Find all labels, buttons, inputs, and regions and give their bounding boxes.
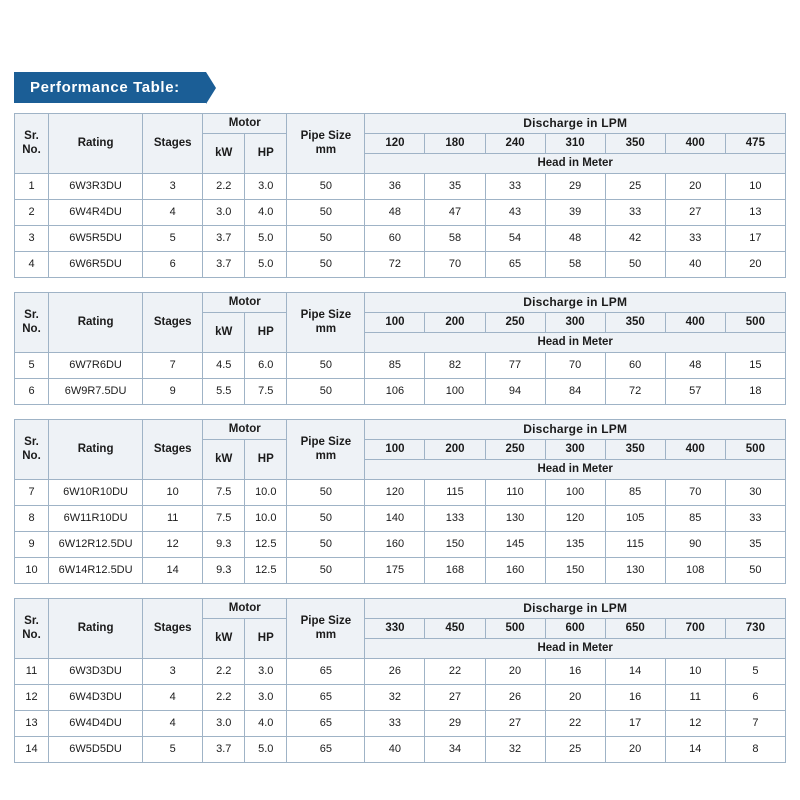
cell-head-value: 150 [545, 558, 605, 584]
cell-head-value: 47 [425, 200, 485, 226]
cell-head-value: 25 [545, 737, 605, 763]
header-sr-no: Sr. No. [15, 420, 49, 480]
cell-rating: 6W4D3DU [49, 685, 143, 711]
cell-head-value: 6 [725, 685, 785, 711]
cell-head-value: 27 [425, 685, 485, 711]
cell-sr-no: 2 [15, 200, 49, 226]
header-pipe-size: Pipe Size mm [287, 114, 365, 174]
cell-sr-no: 7 [15, 480, 49, 506]
cell-pipe-size: 50 [287, 174, 365, 200]
cell-sr-no: 8 [15, 506, 49, 532]
header-discharge-value: 500 [725, 440, 785, 460]
table-row [15, 226, 786, 252]
cell-head-value: 160 [485, 558, 545, 584]
cell-head-value: 26 [365, 659, 425, 685]
cell-head-value: 40 [665, 252, 725, 278]
header-rating: Rating [49, 114, 143, 174]
cell-hp: 5.0 [245, 226, 287, 252]
header-pipe-size: Pipe Size mm [287, 599, 365, 659]
table-row [15, 685, 786, 711]
cell-head-value: 48 [545, 226, 605, 252]
cell-head-value: 50 [725, 558, 785, 584]
header-discharge-value: 250 [485, 440, 545, 460]
header-discharge: Discharge in LPM [365, 114, 786, 134]
header-discharge-value: 330 [365, 619, 425, 639]
header-stages: Stages [143, 599, 203, 659]
table-row [15, 737, 786, 763]
cell-sr-no: 11 [15, 659, 49, 685]
cell-head-value: 36 [365, 174, 425, 200]
cell-head-value: 85 [605, 480, 665, 506]
cell-head-value: 130 [605, 558, 665, 584]
cell-head-value: 133 [425, 506, 485, 532]
cell-pipe-size: 50 [287, 200, 365, 226]
cell-pipe-size: 50 [287, 252, 365, 278]
header-head-in-meter: Head in Meter [365, 460, 786, 480]
cell-rating: 6W11R10DU [49, 506, 143, 532]
cell-head-value: 22 [425, 659, 485, 685]
cell-hp: 6.0 [245, 353, 287, 379]
header-discharge: Discharge in LPM [365, 420, 786, 440]
cell-head-value: 140 [365, 506, 425, 532]
cell-sr-no: 3 [15, 226, 49, 252]
cell-rating: 6W4D4DU [49, 711, 143, 737]
header-discharge-value: 475 [725, 134, 785, 154]
cell-stages: 5 [143, 737, 203, 763]
header-sr-no: Sr. No. [15, 114, 49, 174]
header-hp: HP [245, 619, 287, 659]
cell-stages: 4 [143, 685, 203, 711]
cell-stages: 7 [143, 353, 203, 379]
cell-head-value: 27 [665, 200, 725, 226]
cell-stages: 14 [143, 558, 203, 584]
cell-head-value: 70 [425, 252, 485, 278]
table-row [15, 711, 786, 737]
cell-head-value: 40 [365, 737, 425, 763]
cell-head-value: 20 [605, 737, 665, 763]
cell-pipe-size: 50 [287, 480, 365, 506]
header-discharge: Discharge in LPM [365, 293, 786, 313]
cell-head-value: 115 [605, 532, 665, 558]
header-hp: HP [245, 313, 287, 353]
cell-head-value: 135 [545, 532, 605, 558]
cell-head-value: 33 [665, 226, 725, 252]
cell-head-value: 60 [605, 353, 665, 379]
header-kw: kW [203, 134, 245, 174]
header-motor: Motor [203, 293, 287, 313]
banner-container [14, 0, 786, 113]
cell-stages: 12 [143, 532, 203, 558]
cell-head-value: 58 [425, 226, 485, 252]
cell-kw: 3.7 [203, 252, 245, 278]
cell-head-value: 16 [605, 685, 665, 711]
header-sr-no: Sr. No. [15, 599, 49, 659]
cell-sr-no: 4 [15, 252, 49, 278]
header-stages: Stages [143, 293, 203, 353]
cell-head-value: 20 [545, 685, 605, 711]
table-row [15, 532, 786, 558]
cell-sr-no: 10 [15, 558, 49, 584]
cell-kw: 9.3 [203, 558, 245, 584]
cell-head-value: 32 [365, 685, 425, 711]
cell-head-value: 70 [545, 353, 605, 379]
header-discharge-value: 100 [365, 440, 425, 460]
header-stages: Stages [143, 420, 203, 480]
cell-pipe-size: 50 [287, 379, 365, 405]
table-header-row [15, 420, 786, 440]
cell-pipe-size: 65 [287, 737, 365, 763]
cell-head-value: 65 [485, 252, 545, 278]
header-discharge-value: 400 [665, 134, 725, 154]
cell-sr-no: 1 [15, 174, 49, 200]
cell-head-value: 17 [605, 711, 665, 737]
header-discharge-value: 500 [485, 619, 545, 639]
cell-sr-no: 13 [15, 711, 49, 737]
cell-head-value: 33 [605, 200, 665, 226]
cell-head-value: 10 [725, 174, 785, 200]
cell-sr-no: 9 [15, 532, 49, 558]
header-discharge-value: 200 [425, 313, 485, 333]
header-motor: Motor [203, 114, 287, 134]
cell-stages: 4 [143, 711, 203, 737]
cell-head-value: 8 [725, 737, 785, 763]
cell-head-value: 34 [425, 737, 485, 763]
cell-head-value: 13 [725, 200, 785, 226]
header-stages: Stages [143, 114, 203, 174]
cell-kw: 3.0 [203, 711, 245, 737]
cell-sr-no: 6 [15, 379, 49, 405]
cell-hp: 4.0 [245, 711, 287, 737]
performance-table [14, 113, 786, 278]
header-discharge-value: 200 [425, 440, 485, 460]
cell-head-value: 33 [365, 711, 425, 737]
header-kw: kW [203, 313, 245, 353]
cell-head-value: 85 [365, 353, 425, 379]
header-discharge-value: 450 [425, 619, 485, 639]
table-header-row [15, 293, 786, 313]
cell-rating: 6W5D5DU [49, 737, 143, 763]
table-row [15, 659, 786, 685]
header-motor: Motor [203, 599, 287, 619]
cell-stages: 4 [143, 200, 203, 226]
cell-kw: 3.0 [203, 200, 245, 226]
cell-pipe-size: 50 [287, 558, 365, 584]
cell-head-value: 16 [545, 659, 605, 685]
cell-stages: 6 [143, 252, 203, 278]
cell-head-value: 29 [425, 711, 485, 737]
cell-hp: 12.5 [245, 532, 287, 558]
header-rating: Rating [49, 420, 143, 480]
cell-hp: 3.0 [245, 659, 287, 685]
cell-kw: 7.5 [203, 506, 245, 532]
cell-head-value: 5 [725, 659, 785, 685]
header-pipe-size: Pipe Size mm [287, 420, 365, 480]
cell-head-value: 43 [485, 200, 545, 226]
cell-hp: 5.0 [245, 252, 287, 278]
cell-head-value: 12 [665, 711, 725, 737]
cell-hp: 3.0 [245, 174, 287, 200]
cell-head-value: 29 [545, 174, 605, 200]
cell-stages: 9 [143, 379, 203, 405]
cell-head-value: 168 [425, 558, 485, 584]
cell-head-value: 15 [725, 353, 785, 379]
cell-pipe-size: 65 [287, 659, 365, 685]
cell-stages: 11 [143, 506, 203, 532]
cell-head-value: 120 [365, 480, 425, 506]
table-row [15, 252, 786, 278]
cell-rating: 6W9R7.5DU [49, 379, 143, 405]
header-discharge-value: 730 [725, 619, 785, 639]
header-discharge-value: 240 [485, 134, 545, 154]
cell-head-value: 77 [485, 353, 545, 379]
cell-head-value: 70 [665, 480, 725, 506]
cell-head-value: 108 [665, 558, 725, 584]
cell-head-value: 42 [605, 226, 665, 252]
header-sr-no: Sr. No. [15, 293, 49, 353]
cell-head-value: 82 [425, 353, 485, 379]
header-discharge-value: 350 [605, 440, 665, 460]
cell-head-value: 27 [485, 711, 545, 737]
cell-head-value: 17 [725, 226, 785, 252]
table-row [15, 353, 786, 379]
cell-head-value: 90 [665, 532, 725, 558]
cell-head-value: 48 [365, 200, 425, 226]
cell-kw: 3.7 [203, 737, 245, 763]
cell-rating: 6W7R6DU [49, 353, 143, 379]
table-header-row [15, 114, 786, 134]
cell-head-value: 14 [665, 737, 725, 763]
cell-head-value: 84 [545, 379, 605, 405]
header-discharge-value: 350 [605, 313, 665, 333]
cell-hp: 10.0 [245, 480, 287, 506]
cell-head-value: 105 [605, 506, 665, 532]
cell-rating: 6W3R3DU [49, 174, 143, 200]
cell-head-value: 20 [665, 174, 725, 200]
table-row [15, 558, 786, 584]
cell-head-value: 25 [605, 174, 665, 200]
cell-head-value: 115 [425, 480, 485, 506]
cell-head-value: 32 [485, 737, 545, 763]
cell-kw: 3.7 [203, 226, 245, 252]
cell-rating: 6W6R5DU [49, 252, 143, 278]
performance-table [14, 598, 786, 763]
cell-hp: 10.0 [245, 506, 287, 532]
header-head-in-meter: Head in Meter [365, 639, 786, 659]
cell-kw: 4.5 [203, 353, 245, 379]
cell-head-value: 54 [485, 226, 545, 252]
cell-head-value: 72 [605, 379, 665, 405]
cell-head-value: 48 [665, 353, 725, 379]
cell-head-value: 30 [725, 480, 785, 506]
cell-head-value: 130 [485, 506, 545, 532]
cell-head-value: 22 [545, 711, 605, 737]
header-discharge-value: 700 [665, 619, 725, 639]
header-head-in-meter: Head in Meter [365, 154, 786, 174]
cell-head-value: 14 [605, 659, 665, 685]
cell-head-value: 20 [485, 659, 545, 685]
cell-head-value: 7 [725, 711, 785, 737]
cell-kw: 9.3 [203, 532, 245, 558]
header-discharge-value: 400 [665, 313, 725, 333]
header-discharge-value: 350 [605, 134, 665, 154]
table-header-row [15, 599, 786, 619]
performance-table [14, 292, 786, 405]
header-discharge-value: 310 [545, 134, 605, 154]
cell-pipe-size: 50 [287, 532, 365, 558]
header-head-in-meter: Head in Meter [365, 333, 786, 353]
cell-rating: 6W14R12.5DU [49, 558, 143, 584]
table-row [15, 379, 786, 405]
cell-head-value: 110 [485, 480, 545, 506]
header-discharge-value: 300 [545, 440, 605, 460]
cell-head-value: 18 [725, 379, 785, 405]
cell-pipe-size: 65 [287, 711, 365, 737]
cell-sr-no: 12 [15, 685, 49, 711]
header-kw: kW [203, 440, 245, 480]
header-discharge-value: 650 [605, 619, 665, 639]
cell-stages: 3 [143, 659, 203, 685]
header-discharge-value: 600 [545, 619, 605, 639]
cell-head-value: 35 [725, 532, 785, 558]
cell-hp: 12.5 [245, 558, 287, 584]
cell-head-value: 94 [485, 379, 545, 405]
cell-hp: 5.0 [245, 737, 287, 763]
page-title: Performance Table: [14, 72, 206, 103]
cell-head-value: 100 [545, 480, 605, 506]
cell-rating: 6W12R12.5DU [49, 532, 143, 558]
cell-kw: 7.5 [203, 480, 245, 506]
cell-head-value: 100 [425, 379, 485, 405]
header-hp: HP [245, 134, 287, 174]
cell-sr-no: 5 [15, 353, 49, 379]
cell-head-value: 20 [725, 252, 785, 278]
cell-head-value: 145 [485, 532, 545, 558]
cell-head-value: 11 [665, 685, 725, 711]
table-row [15, 174, 786, 200]
table-row [15, 480, 786, 506]
header-discharge: Discharge in LPM [365, 599, 786, 619]
tables-container [14, 113, 786, 763]
cell-hp: 4.0 [245, 200, 287, 226]
cell-head-value: 57 [665, 379, 725, 405]
cell-head-value: 120 [545, 506, 605, 532]
cell-head-value: 39 [545, 200, 605, 226]
performance-table [14, 419, 786, 584]
cell-head-value: 72 [365, 252, 425, 278]
cell-head-value: 60 [365, 226, 425, 252]
cell-head-value: 58 [545, 252, 605, 278]
cell-head-value: 33 [485, 174, 545, 200]
header-discharge-value: 500 [725, 313, 785, 333]
header-pipe-size: Pipe Size mm [287, 293, 365, 353]
cell-head-value: 85 [665, 506, 725, 532]
cell-kw: 2.2 [203, 685, 245, 711]
cell-head-value: 35 [425, 174, 485, 200]
table-row [15, 506, 786, 532]
cell-pipe-size: 50 [287, 226, 365, 252]
header-motor: Motor [203, 420, 287, 440]
cell-stages: 5 [143, 226, 203, 252]
cell-kw: 5.5 [203, 379, 245, 405]
cell-head-value: 106 [365, 379, 425, 405]
header-rating: Rating [49, 293, 143, 353]
header-discharge-value: 400 [665, 440, 725, 460]
header-kw: kW [203, 619, 245, 659]
cell-hp: 3.0 [245, 685, 287, 711]
cell-head-value: 175 [365, 558, 425, 584]
cell-head-value: 10 [665, 659, 725, 685]
cell-head-value: 33 [725, 506, 785, 532]
cell-pipe-size: 65 [287, 685, 365, 711]
cell-pipe-size: 50 [287, 353, 365, 379]
header-discharge-value: 180 [425, 134, 485, 154]
header-discharge-value: 100 [365, 313, 425, 333]
header-discharge-value: 120 [365, 134, 425, 154]
header-discharge-value: 300 [545, 313, 605, 333]
cell-stages: 10 [143, 480, 203, 506]
cell-rating: 6W10R10DU [49, 480, 143, 506]
header-hp: HP [245, 440, 287, 480]
cell-stages: 3 [143, 174, 203, 200]
header-discharge-value: 250 [485, 313, 545, 333]
cell-head-value: 160 [365, 532, 425, 558]
cell-sr-no: 14 [15, 737, 49, 763]
cell-rating: 6W4R4DU [49, 200, 143, 226]
cell-head-value: 26 [485, 685, 545, 711]
cell-kw: 2.2 [203, 659, 245, 685]
cell-hp: 7.5 [245, 379, 287, 405]
cell-head-value: 50 [605, 252, 665, 278]
cell-rating: 6W5R5DU [49, 226, 143, 252]
cell-kw: 2.2 [203, 174, 245, 200]
cell-rating: 6W3D3DU [49, 659, 143, 685]
header-rating: Rating [49, 599, 143, 659]
table-row [15, 200, 786, 226]
cell-pipe-size: 50 [287, 506, 365, 532]
cell-head-value: 150 [425, 532, 485, 558]
